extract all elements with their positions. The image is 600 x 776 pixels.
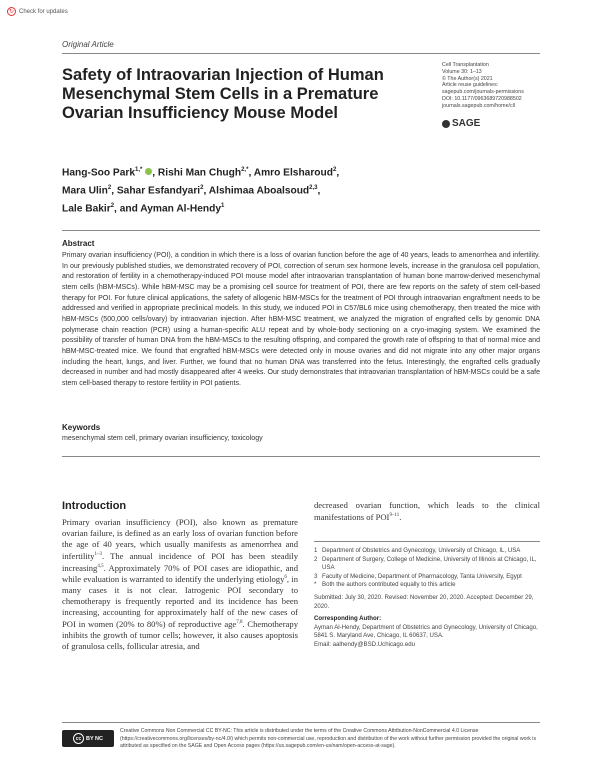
author-affiliation-marker: 2 — [107, 184, 112, 191]
citation-marker[interactable]: 1–3 — [94, 551, 102, 557]
license-text: Creative Commons Non Commercial CC BY-NC: This article is distributed under the terms of the Creative Commons Attribution-NonCommercial 4.0 License (https://creativecommons.org/licenses/by-nc/4.0/) which permits non-commercial use, reproduction and distribution of the work without further permission provided the original work is attributed as specified on the SAGE and Open Access pages (https://us.sagepub.com/en-us/nam/open-access-at-sage). — [120, 728, 537, 750]
affiliation-1: 1 Department of Obstetrics and Gynecology, University of Chicago, IL, USA — [314, 547, 521, 554]
citation-marker[interactable]: 6 — [284, 575, 287, 581]
check-for-updates-badge[interactable] — [7, 5, 71, 18]
license-divider — [62, 722, 540, 723]
submission-dates: Submitted: July 30, 2020. Revised: November 20, 2020. Accepted: December 29, 2020. — [314, 593, 534, 610]
permissions-link[interactable]: sagepub.com/journals-permissions — [442, 89, 524, 96]
keywords-heading: Keywords — [62, 423, 101, 432]
author-name: Hang-Soo Park — [62, 167, 136, 179]
author-name: Amro Elsharoud — [253, 167, 333, 179]
sage-logo-icon — [442, 120, 450, 128]
journal-name: Cell Transplantation — [442, 62, 489, 68]
corresponding-author-address: Ayman Al-Hendy, Department of Obstetrics and Gynecology, University of Chicago, 5841 S. Maryland Ave, Chicago, IL 60637, USA. — [314, 623, 538, 640]
equal-contribution-note: * Both the authors contributed equally to this article — [314, 581, 456, 589]
introduction-heading: Introduction — [62, 500, 127, 512]
affiliation-3: 3 Faculty of Medicine, Department of Pharmacology, Tanta University, Egypt — [314, 572, 522, 580]
abstract-text: Primary ovarian insufficiency (POI), a condition in which there is a loss of ovarian function before the age of 40 years, leads to amenorrhea and infertility. In our previously published studies, we demonstrated recovery of POI, correction of serum sex hormone levels, increase in the granulosa cell population, and restoration of fertility in a chemotherapy-induced POI mouse model after intraovarian transplantation of human bone marrow-derived mesenchymal stem cells (hBM-MSCs). While hBM-MSC may be a promising cell source for treatment of POI, there are few reports on the safety of stem cell-based therapy for POI. For future clinical applications, the safety of allogenic hBM-MSCs for the treatment of POI through intraovarian engraftment needs to be addressed and verified in appropriate preclinical models. In this study, we induced POI in C57/BL6 mice using chemotherapy, then treated the mice with hBM-MSCs (500,000 cells/ovary) by intraovarian injection. After hBM-MSC treatment, we analyzed the migration of engrafted cells by genomic DNA polymerase chain reaction (PCR) using a human-specific ALU repeat and by whole-body sectioning on a cryo-imaging system. We examined the possibility of transfer of human DNA from the hBM-MSCs to the resulting offspring, and compared the growth rate of offspring to that of normal mice and hBM-MSC-treated mice. We found that engrafted hBM-MSCs were detected only in mouse ovaries and did not migrate into any other major organs including the heart, lungs, and liver. Further, we found that no human DNA was transferred into the fetus. Interestingly, the engrafted cells gradually decreased in number and had mostly disappeared after 4 weeks. Our study demonstrates that intraovarian transplantation of hBM-MSCs could be a safe stem cell-based therapy to restore fertility in POI patients. — [62, 252, 540, 387]
author-name: Rishi Man Chugh — [157, 167, 242, 179]
author-affiliation-marker: 2,3 — [309, 184, 318, 191]
introduction-text-left: Primary ovarian insufficiency (POI), also known as premature ovarian failure, is defined as an early loss of ovarian function before the age of 40 years, which usually manifests as amenorrhea and infertility$^{1-3}$. The annual incidence of POI has been steadily increasing$^{4,5}$. Approximately 70% of POI cases are idiopathic, and while evaluation is warranted to identify the underlying etiology$^6$, in many cases it is not clear. Iatrogenic POI secondary to chemotherapy is frequently reported and its incidence has been increasing, accounting for approximately half of the new cases of POI in women (20% to 80%) of reproductive age$^{7,8}$. Chemotherapy inhibits the growth of tumor cells; however, it also causes apoptosis of granulosa cells, follicular atresia, and — [62, 517, 298, 651]
author-name: Alshimaa Aboalsoud — [208, 185, 310, 197]
orcid-icon[interactable] — [145, 168, 152, 175]
abstract-heading: Abstract — [62, 239, 95, 248]
author-list: Hang-Soo Park$^{1,*}$ , Rishi Man Chugh$^{2,*}$, Amro Elsharoud$^2$, Mara Ulin$^2$, Sahar Esfandyari$^2$, Alshimaa Aboalsoud$^{2,3}$, Lale Bakir$^2$, and Ayman Al-Hendy$^1$ — [62, 167, 340, 215]
abstract-divider — [62, 230, 540, 231]
article-notes — [314, 547, 540, 650]
keywords-divider — [62, 456, 540, 457]
citation-marker[interactable]: 9–11 — [389, 512, 400, 518]
article-title: Safety of Intraovarian Injection of Human Mesenchymal Stem Cells in a Premature Ovarian Insufficiency Mouse Model — [62, 66, 384, 122]
notes-divider — [314, 541, 540, 542]
header-divider — [62, 53, 540, 54]
article-type: Original Article — [62, 40, 114, 49]
doi[interactable]: DOI: 10.1177/0963689720988502 — [442, 95, 522, 102]
author-affiliation-marker: 1,* — [135, 167, 143, 173]
publisher-logo — [442, 118, 480, 129]
publisher-name: SAGE — [452, 118, 481, 129]
journal-home-link[interactable]: journals.sagepub.com/home/cll — [442, 102, 516, 109]
corresponding-author-email[interactable]: Email: aalhendy@BSD.Uchicago.edu — [314, 640, 416, 648]
author-name: Sahar Esfandyari — [116, 185, 201, 197]
author-name: Ayman Al-Hendy — [140, 203, 222, 215]
badge-label: Check for updates — [19, 8, 68, 15]
citation-marker[interactable]: 4,5 — [97, 563, 104, 569]
cc-badge-label: BY NC — [85, 735, 103, 742]
author-affiliation-marker: 1 — [221, 202, 225, 209]
copyright: © The Author(s) 2021 — [442, 75, 493, 82]
citation-marker[interactable]: 7,8 — [236, 620, 243, 626]
author-name: Lale Bakir — [62, 203, 111, 215]
license-block — [62, 728, 540, 751]
affiliation-2: 2 Department of Surgery, College of Medicine, University of Illinois at Chicago, IL, USA — [314, 555, 537, 572]
author-affiliation-marker: 2,* — [241, 167, 249, 173]
introduction-text-right: decreased ovarian function, which leads to the clinical manifestations of POI$^{9-11}$. — [314, 500, 540, 522]
journal-meta — [442, 62, 552, 110]
reuse-guidelines: Article reuse guidelines: — [442, 82, 499, 89]
author-affiliation-marker: 2 — [332, 167, 337, 173]
cc-license-badge[interactable] — [62, 730, 114, 747]
author-name: Mara Ulin — [62, 185, 108, 197]
creative-commons-icon: cc — [73, 733, 84, 744]
journal-volume: Volume 30: 1–13 — [442, 68, 482, 75]
refresh-icon: ↻ — [8, 8, 15, 15]
keywords-text: mesenchymal stem cell, primary ovarian insufficiency, toxicology — [62, 435, 263, 442]
corresponding-author-heading: Corresponding Author: — [314, 615, 382, 623]
author-affiliation-marker: 2 — [110, 202, 115, 209]
author-affiliation-marker: 2 — [200, 184, 204, 191]
